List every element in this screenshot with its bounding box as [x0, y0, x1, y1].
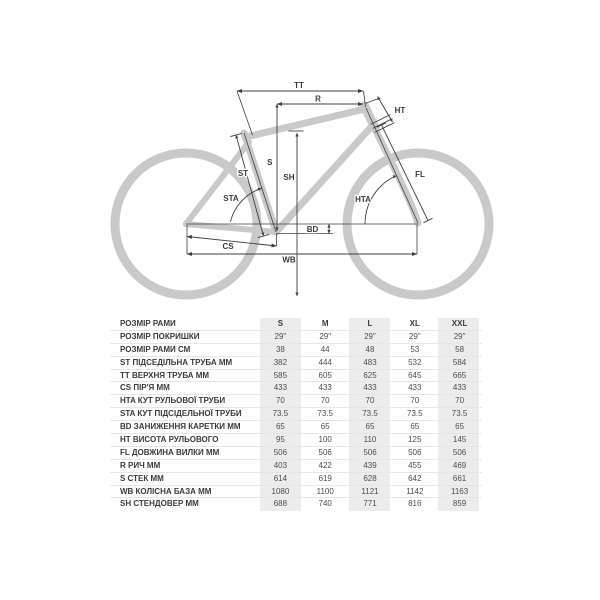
table-cell: 665 — [452, 370, 467, 380]
table-cell: 614 — [273, 473, 288, 483]
table-cell: 645 — [408, 370, 422, 380]
table-cell: 65 — [320, 422, 330, 432]
table-cell: M — [321, 319, 329, 328]
row-label: CS ПІР'Я ММ — [120, 383, 170, 393]
table-cell: XXL — [451, 319, 468, 328]
label-sta: STA — [223, 194, 239, 203]
table-cell: 403 — [273, 460, 288, 470]
table-cell: 444 — [318, 357, 332, 367]
table-cell: 740 — [318, 499, 332, 509]
table-rows — [110, 318, 482, 511]
row-label: РОЗМІР ПОКРИШКИ — [120, 331, 200, 341]
table-cell: 439 — [363, 460, 377, 470]
table-header-row — [110, 318, 482, 331]
table-cell: 506 — [363, 447, 377, 457]
table-cell: 73.5 — [362, 409, 378, 419]
table-cell: 73.5 — [317, 409, 333, 419]
table-row — [110, 331, 482, 344]
table-cell: 29" — [408, 331, 421, 341]
table-cell: L — [367, 319, 373, 328]
table-cell: 29" — [319, 331, 332, 341]
row-label: STA КУТ ПІДСІДЕЛЬНОЇ ТРУБИ — [120, 409, 242, 419]
table-row — [110, 344, 482, 357]
table-cell: 585 — [273, 370, 288, 380]
row-label: HT ВИСОТА РУЛЬОВОГО — [120, 435, 219, 445]
table-cell: 73.5 — [451, 409, 468, 419]
table-cell: 1142 — [406, 486, 424, 496]
table-cell: 29" — [274, 331, 287, 341]
table-row — [110, 370, 482, 383]
table-cell: 65 — [455, 422, 465, 432]
label-hta: HTA — [355, 195, 371, 204]
label-bd: BD — [306, 225, 319, 234]
label-tt: TT — [294, 81, 304, 90]
table-cell: 859 — [452, 499, 467, 509]
row-label: РОЗМІР РАМИ — [120, 319, 176, 328]
row-label: SH СТЕНДОВЕР ММ — [120, 499, 199, 509]
table-cell: 95 — [275, 435, 285, 445]
table-cell: 29" — [453, 331, 466, 341]
table-cell: 70 — [320, 396, 330, 406]
table-cell: 1121 — [361, 486, 379, 496]
frame — [186, 106, 418, 232]
row-label: TT ВЕРХНЯ ТРУБА ММ — [120, 370, 210, 380]
table-cell: 70 — [275, 396, 285, 406]
table-cell: 1163 — [450, 486, 469, 496]
table-cell: 44 — [320, 344, 330, 354]
table-cell: 65 — [410, 422, 420, 432]
table-cell: 506 — [452, 447, 467, 457]
row-label: WB КОЛІСНА БАЗА ММ — [120, 486, 212, 496]
table-cell: S — [277, 319, 284, 328]
ht-tick-top — [365, 98, 380, 104]
row-label: FL ДОВЖИНА ВИЛКИ ММ — [120, 447, 220, 457]
table-cell: 58 — [455, 344, 465, 354]
table-cell: 661 — [452, 473, 467, 483]
table-cell: 422 — [318, 460, 332, 470]
row-label: S СТЕК ММ — [120, 473, 164, 483]
table-cell: 70 — [410, 396, 420, 406]
label-s: S — [267, 158, 273, 167]
fl-tick-bottom — [424, 218, 433, 222]
table-row — [110, 486, 482, 499]
table-cell: 145 — [452, 435, 467, 445]
table-cell: 642 — [408, 473, 422, 483]
label-sh: SH — [283, 173, 295, 182]
table-cell: 38 — [275, 344, 285, 354]
tt-extension-line — [237, 91, 253, 135]
table-cell: 455 — [408, 460, 422, 470]
row-label: ST ПІДСЕДІЛЬНА ТРУБА ММ — [120, 357, 233, 367]
table-cell: XL — [409, 319, 420, 328]
label-wb: WB — [282, 255, 296, 265]
table-cell: 532 — [408, 357, 422, 367]
table-cell: 506 — [318, 447, 332, 457]
table-cell: 382 — [273, 357, 288, 367]
row-label: РОЗМІР РАМИ СМ — [120, 344, 191, 354]
table-cell: 125 — [408, 435, 422, 445]
table-row — [110, 434, 482, 447]
table-cell: 619 — [318, 473, 332, 483]
table-cell: 433 — [318, 383, 332, 393]
geometry-table — [110, 318, 482, 511]
table-cell: 73.5 — [407, 409, 423, 419]
table-cell: 433 — [363, 383, 377, 393]
table-cell: 70 — [455, 396, 465, 406]
label-st: ST — [237, 169, 249, 178]
label-r: R — [315, 94, 321, 104]
table-row — [110, 460, 482, 473]
label-cs: CS — [222, 242, 234, 251]
table-row — [110, 408, 482, 421]
table-row — [110, 382, 482, 395]
table-cell: 29" — [364, 331, 376, 341]
table-row — [110, 473, 482, 486]
table-cell: 1080 — [271, 486, 290, 496]
table-cell: 110 — [363, 435, 377, 445]
table-row — [110, 357, 482, 370]
row-label: HTA КУТ РУЛЬОВОЇ ТРУБИ — [120, 396, 226, 406]
table-cell: 433 — [408, 383, 422, 393]
table-cell: 65 — [365, 422, 375, 432]
table-cell: 771 — [363, 499, 377, 509]
table-cell: 628 — [363, 473, 377, 483]
table-cell: 506 — [408, 447, 422, 457]
table-cell: 584 — [452, 357, 467, 367]
table-row — [110, 447, 482, 460]
table-cell: 48 — [365, 344, 375, 354]
label-fl: FL — [415, 170, 425, 179]
table-cell: 433 — [452, 383, 467, 393]
row-label: R РИЧ ММ — [120, 460, 161, 470]
table-cell: 506 — [273, 447, 288, 457]
table-row — [110, 421, 482, 434]
row-label: BD ЗАНИЖЕННЯ КАРЕТКИ ММ — [120, 422, 241, 432]
table-cell: 625 — [363, 370, 377, 380]
table-row — [110, 395, 482, 408]
table-cell: 70 — [365, 396, 375, 406]
table-cell: 433 — [273, 383, 288, 393]
table-cell: 688 — [273, 499, 288, 509]
table-cell: 100 — [318, 435, 332, 445]
table-cell: 816 — [408, 499, 422, 509]
table-cell: 73.5 — [272, 409, 289, 419]
table-cell: 1100 — [316, 486, 334, 496]
top-tube — [246, 109, 365, 137]
table-cell: 605 — [318, 370, 332, 380]
table-cell: 65 — [275, 422, 285, 432]
table-cell: 53 — [410, 344, 420, 354]
table-row — [110, 498, 482, 511]
table-cell: 483 — [363, 357, 377, 367]
label-ht: HT — [394, 106, 406, 115]
table-cell: 469 — [452, 460, 467, 470]
ht-dimension — [378, 97, 393, 123]
